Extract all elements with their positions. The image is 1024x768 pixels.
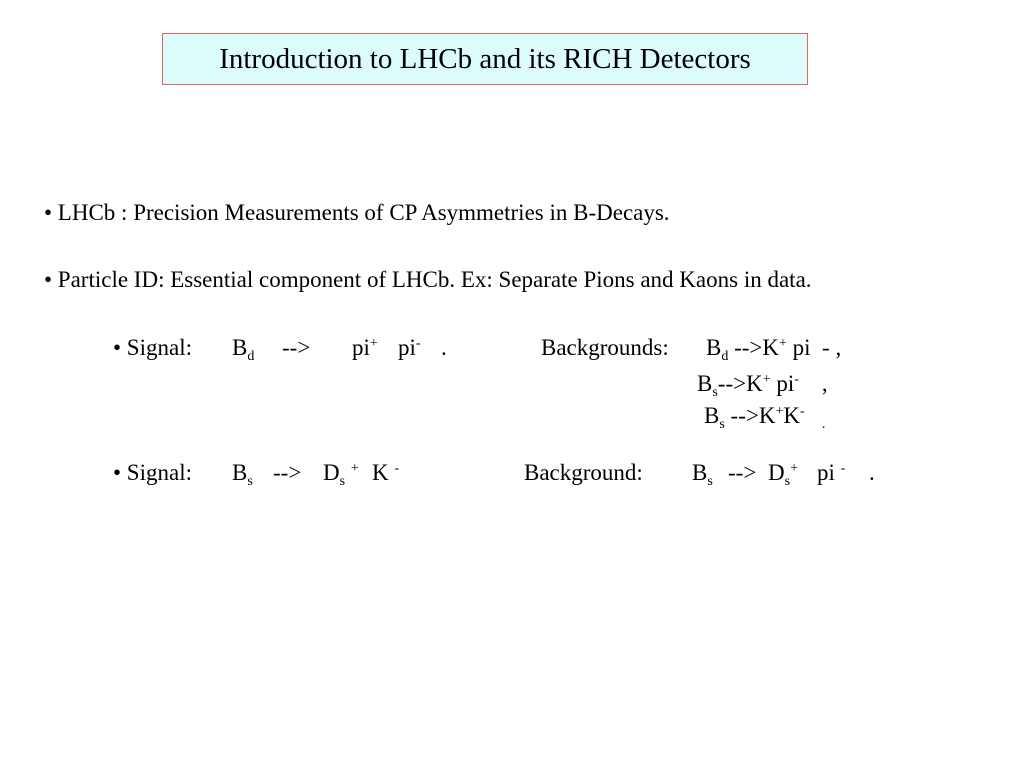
background-label: Background:	[524, 460, 643, 485]
signal-row-bd	[0, 334, 1024, 364]
background-ds: $D_s^+$	[768, 460, 798, 489]
bullet-particle-id: • Particle ID: Essential component of LHCb. Ex: Separate Pions and Kaons in data.	[44, 267, 812, 292]
background-end: .	[869, 460, 875, 485]
signal-arrow-2: -->	[273, 460, 302, 485]
background-row-3	[0, 402, 1024, 432]
signal-arrow: -->	[282, 335, 311, 360]
signal-pi-minus: pi-	[398, 335, 421, 360]
slide-title-box	[162, 33, 808, 85]
background-2: $B_s-->K^+$ pi- ,	[697, 371, 828, 400]
signal-b-meson: $B_d$	[232, 335, 255, 364]
slide-title: Introduction to LHCb and its RICH Detectors	[219, 42, 751, 75]
background-1: $B_d$ -->K+ pi - ,	[706, 335, 842, 364]
backgrounds-label: Backgrounds:	[541, 335, 669, 360]
signal-label: • Signal:	[113, 335, 192, 360]
signal-label-2: • Signal:	[113, 460, 192, 485]
signal-pi-plus: pi+	[352, 335, 378, 360]
bullet-lhcb: • LHCb : Precision Measurements of CP Asymmetries in B-Decays.	[44, 200, 670, 225]
signal-end: .	[441, 335, 447, 360]
background-row-2	[0, 370, 1024, 400]
background-3: $B_s$ -->K+K- $_.$	[704, 403, 826, 432]
background-pi-minus: pi -	[817, 460, 846, 485]
signal-row-bs	[0, 459, 1024, 489]
background-arrow: -->	[728, 460, 757, 485]
signal-k-minus: K -	[372, 460, 400, 485]
background-bs: $B_s$	[692, 460, 713, 489]
signal-ds-meson: $D_s$ +	[323, 460, 359, 489]
signal-bs-meson: $B_s$	[232, 460, 253, 489]
